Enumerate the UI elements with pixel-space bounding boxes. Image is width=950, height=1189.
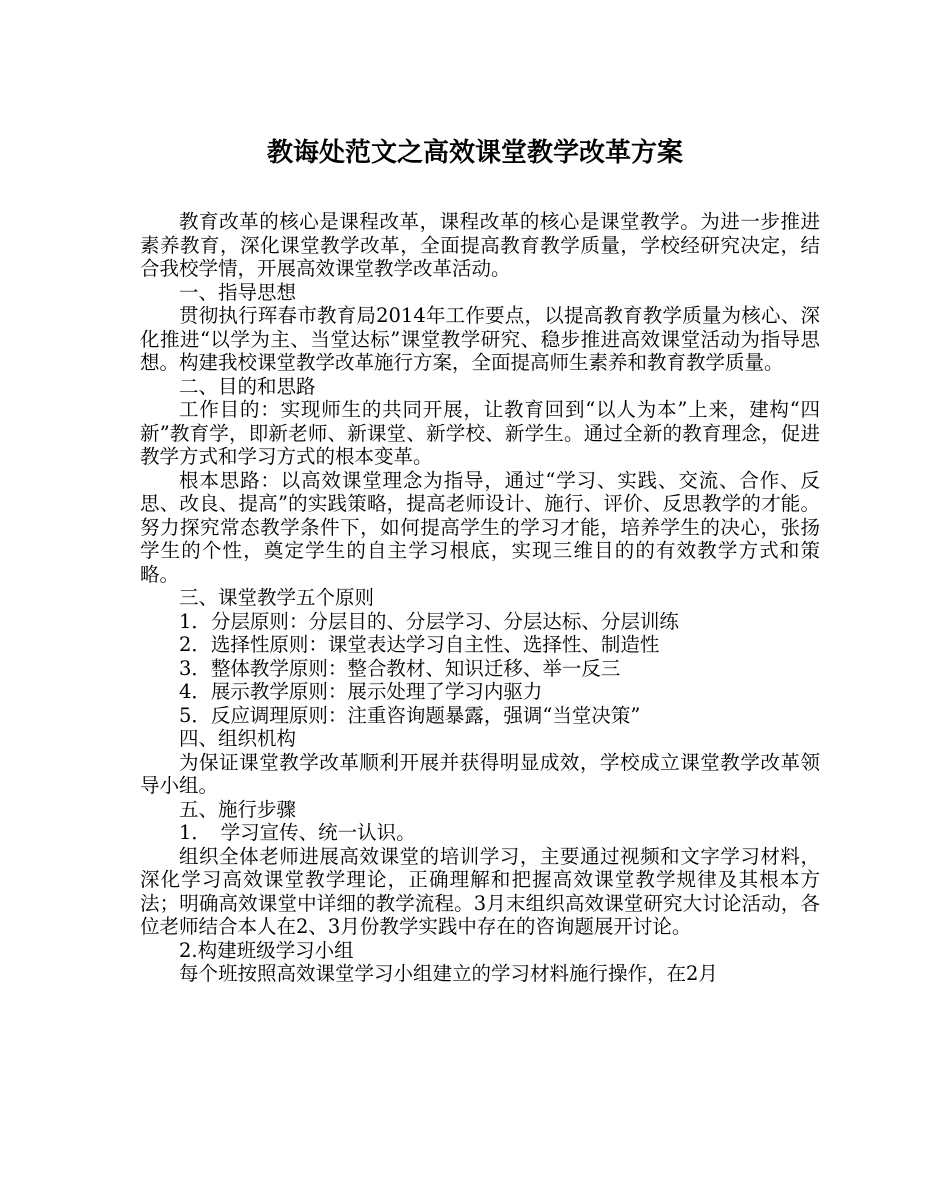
principle-item: 4．展示教学原则：展示处理了学习内驱力 [179,680,543,703]
principle-item: 1．分层原则：分层目的、分层学习、分层达标、分层训练 [179,609,679,633]
section-heading-guiding-thought: 一、指导思想 [179,280,297,304]
step-heading: 1． 学习宣传、统一认识。 [179,821,416,844]
intro-paragraph: 教育改革的核心是课程改革，课程改革的核心是课堂教学。为进一步推进素养教育，深化课堂教学改革，全面提高教育教学质量，学校经研究决定，结合我校学情，开展高效课堂教学改革活动。 [140,210,820,280]
section-heading-steps: 五、施行步骤 [179,797,297,821]
section-heading-goals: 二、目的和思路 [179,374,316,398]
section-heading-principles: 三、课堂教学五个原则 [179,586,375,609]
work-goal-paragraph: 工作目的：实现师生的共同开展，让教育回到“以人为本”上来，建构“四新”教育学，即新老师、新课堂、新学校、新学生。通过全新的教育理念，促进教学方式和学习方式的根本变革。 [140,398,820,468]
guiding-thought-paragraph: 贯彻执行珲春市教育局2014年工作要点，以提高教育教学质量为核心、深化推进“以学为主、当堂达标”课堂教学研究、稳步推进高效课堂活动为指导思想。构建我校课堂教学改革施行方案，全面提高师生素养和教育教学质量。 [140,304,820,374]
document-title: 教诲处范文之高效课堂教学改革方案 [266,138,683,168]
principle-item: 3．整体教学原则：整合教材、知识迁移、举一反三 [179,656,621,680]
principle-item: 5．反应调理原则：注重咨询题暴露，强调“当堂决策” [179,703,641,727]
document-body [140,210,820,986]
organization-paragraph: 为保证课堂教学改革顺利开展并获得明显成效，学校成立课堂教学改革领导小组。 [140,750,820,797]
step-paragraph: 每个班按照高效课堂学习小组建立的学习材料施行操作，在2月 [179,962,718,985]
section-heading-organization: 四、组织机构 [179,727,297,750]
step-heading: 2.构建班级学习小组 [179,938,354,962]
step-paragraph: 组织全体老师进展高效课堂的培训学习，主要通过视频和文字学习材料，深化学习高效课堂教学理论，正确理解和把握高效课堂教学规律及其根本方法；明确高效课堂中详细的教学流程。3月末组织高效课堂研究大讨论活动，各位老师结合本人在2、3月份教学实践中存在的咨询题展开讨论。 [140,844,820,938]
basic-approach-paragraph: 根本思路：以高效课堂理念为指导，通过“学习、实践、交流、合作、反思、改良、提高”的实践策略，提高老师设计、施行、评价、反思教学的才能。努力探究常态教学条件下，如何提高学生的学习才能，培养学生的决心，张扬学生的个性，奠定学生的自主学习根底，实现三维目的的有效教学方式和策略。 [140,468,820,586]
principle-item: 2．选择性原则：课堂表达学习自主性、选择性、制造性 [179,633,660,656]
